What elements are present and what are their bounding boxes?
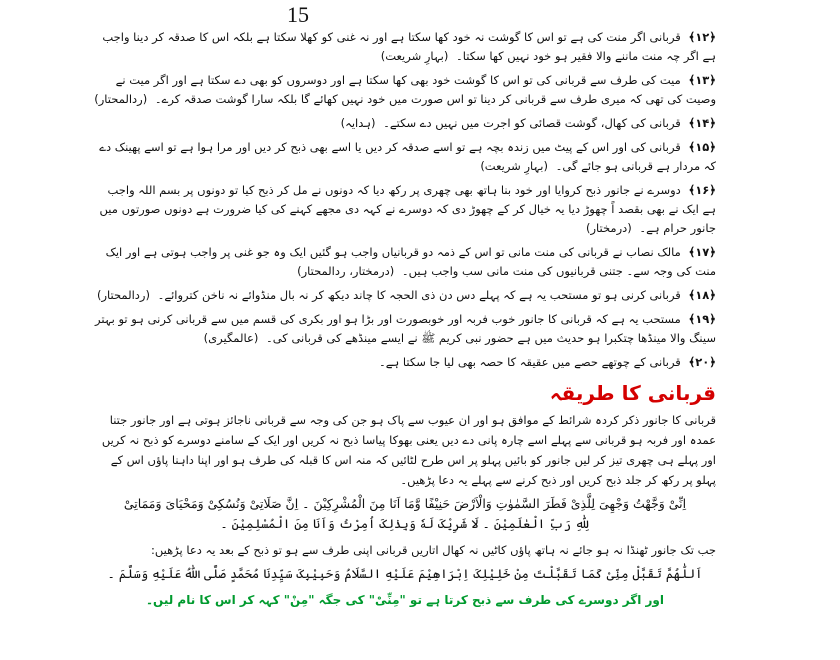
instruction-paragraph: جب تک جانور ٹھنڈا نہ ہو جائے نہ ہاتھ پاؤں کاٹیں نہ کھال اتاریں قربانی اپنی طرف سے ہو تو ذبح کے بعد یہ دعا پڑھیں:	[151, 543, 716, 557]
item-reference: (عالمگیری)	[203, 331, 259, 345]
item-number: ﴿۱۴﴾	[688, 116, 716, 130]
list-item	[94, 28, 716, 66]
item-text: قربانی کرنی ہو تو مستحب یہ ہے کہ پہلے دس دن ذی الحجہ کا چاند دیکھ کر نہ بال منڈوائے نہ ناخن کتروائے۔	[157, 288, 681, 302]
dua-line: اِنِّیْ وَجَّهْتُ وَجْهِیَ لِلَّذِیْ فَطَرَ السَّمٰوٰتِ وَالْاَرْضَ حَنِیْفًا وَّمَا اَنَا مِنَ الْمُشْرِکِیْنَ ۔ اِنَّ صَلَاتِیْ وَنُسُکِیْ وَمَحْیَایَ وَمَمَاتِیْ	[123, 496, 687, 511]
list-item	[94, 243, 716, 281]
list-item	[94, 181, 716, 238]
list-item	[94, 138, 716, 176]
item-text: قربانی کے چوتھے حصے میں عقیقہ کا حصہ بھی لیا جا سکتا ہے۔	[379, 355, 681, 369]
dua-line: لِلّٰهِ رَبِّ الْعٰلَمِیْنَ ۔ لَا شَرِیْکَ لَهٗ وَبِذٰلِکَ اُمِرْتُ وَاَنَا مِنَ الْمُسْلِمِیْنَ ۔	[220, 516, 590, 531]
item-reference: (درمختار)	[585, 221, 632, 235]
method-paragraph: قربانی کا جانور ذکر کردہ شرائط کے موافق ہو اور ان عیوب سے پاک ہو جن کی وجہ سے قربانی ناجائز ہوتی ہے اور جانور جتنا عمدہ اور فربہ ہو قربانی سے پہلے اسے چارہ پانی دے دیں یعنی بھوکا پیاسا ذبح نہ کریں اور ایک کے سامنے دوسرے کو ذبح نہ کریں اور پہلے ہی چھری تیز کر لیں جانور کو بائیں پہلو پر اس طرح لٹائیں کہ منہ اس کا قبلہ کی طرف ہو اور اپنا داہنا پاؤں اس کے پہلو پر رکھ کر جلد ذبح کریں اور ذبح کرنے سے پہلے یہ دعا پڑھیں۔	[101, 413, 716, 487]
item-reference: (بہارِ شریعت)	[480, 159, 548, 173]
list-item	[94, 114, 716, 133]
dua-text: اَللّٰهُمَّ تَقَبَّلْ مِنِّیْ کَمَا تَقَبَّلْتَ مِنْ خَلِیْلِکَ اِبْرَاهِیْمَ عَلَیْهِ السَّلَامُ وَحَبِیْبِکَ سَیِّدِنَا مُحَمَّدٍ صَلَّی اللّٰهُ عَلَیْهِ وَسَلَّمَ ۔	[107, 566, 703, 581]
item-number: ﴿۱۳﴾	[688, 73, 716, 87]
item-text: قربانی کی اور اس کے پیٹ میں زندہ بچہ ہے تو اسے صدقہ کر دیں یا اسے بھی ذبح کر دیں اور مرا ہوا ہے تو اسے پھینک دے کہ مردار ہے قربانی ہو جائے گی۔	[99, 140, 716, 173]
item-number: ﴿۱۲﴾	[688, 30, 716, 44]
page-content	[94, 28, 716, 610]
section-heading: قربانی کا طریقہ	[549, 381, 716, 405]
item-text: دوسرے نے جانور ذبح کروایا اور خود بنا ہاتھ بھی چھری پر رکھ دیا کہ دونوں نے مل کر ذبح کیا تو دونوں پر بسم اللہ واجب ہے ایک نے بھی بقصد اً چھوڑ دیا یہ خیال کر کے چھوڑ دی کہ دوسرے نے کہہ دی مجھے کہنے کی کیا ضرورت ہے دونوں صورتوں میں جانور حرام ہے۔	[99, 183, 716, 235]
item-number: ﴿۱۶﴾	[688, 183, 716, 197]
item-reference: (درمختار، ردالمحتار)	[297, 264, 395, 278]
item-text: قربانی اگر منت کی ہے تو اس کا گوشت نہ خود کھا سکتا ہے اور نہ غنی کو کھلا سکتا ہے بلکہ اس کا صدقہ کر دینا واجب ہے اگر چہ منت ماننے والا فقیر ہو خود نہیں کھا سکتا۔	[102, 30, 716, 63]
item-text: مالک نصاب نے قربانی کی منت مانی تو اس کے ذمہ دو قربانیاں واجب ہو گئیں ایک وہ جو غنی پر واجب ہوتی ہے اور ایک منت کی وجہ سے۔ جتنی قربانیوں کی منت مانی سب واجب ہیں۔	[105, 245, 716, 278]
page-number: 15	[287, 2, 309, 27]
item-number: ﴿۲۰﴾	[688, 355, 716, 369]
list-item	[94, 310, 716, 348]
item-number: ﴿۱۵﴾	[688, 140, 716, 154]
item-reference: (ہدایہ)	[340, 116, 376, 130]
item-number: ﴿۱۹﴾	[688, 312, 716, 326]
item-reference: (بہارِ شریعت)	[380, 49, 449, 63]
list-item	[94, 286, 716, 305]
list-item	[94, 71, 716, 109]
green-note: اور اگر دوسرے کی طرف سے ذبح کرتا ہے تو "مِنِّیْ" کی جگہ "مِنْ" کہہ کر اس کا نام لیں۔	[145, 593, 664, 607]
item-text: قربانی کی کھال، گوشت قصائی کو اجرت میں نہیں دے سکتے۔	[383, 116, 681, 130]
item-text: مستحب یہ ہے کہ قربانی کا جانور خوب فربہ اور خوبصورت اور بڑا ہو اور بکری کی قسم میں سے قربانی کرنی ہو تو بہتر سینگ والا مینڈھا چتکبرا ہو حدیث میں ہے حضور نبی کریم ﷺ نے ایسے مینڈھے کی قربانی کی۔	[95, 312, 716, 345]
dua-text	[94, 494, 716, 534]
list-item	[94, 353, 716, 372]
item-number: ﴿۱۸﴾	[688, 288, 716, 302]
item-reference: (ردالمحتار)	[94, 92, 148, 106]
item-number: ﴿۱۷﴾	[688, 245, 716, 259]
item-reference: (ردالمحتار)	[96, 288, 150, 302]
item-text: میت کی طرف سے قربانی کی تو اس کا گوشت خود بھی کھا سکتا ہے اور دوسروں کو بھی دے سکتا ہے اور اگر میت نے وصیت کی تھی کہ میری طرف سے قربانی کر دینا تو اس صورت میں خود نہیں کھائے گا بلکہ سارا گوشت صدقہ کرے۔	[115, 73, 716, 106]
